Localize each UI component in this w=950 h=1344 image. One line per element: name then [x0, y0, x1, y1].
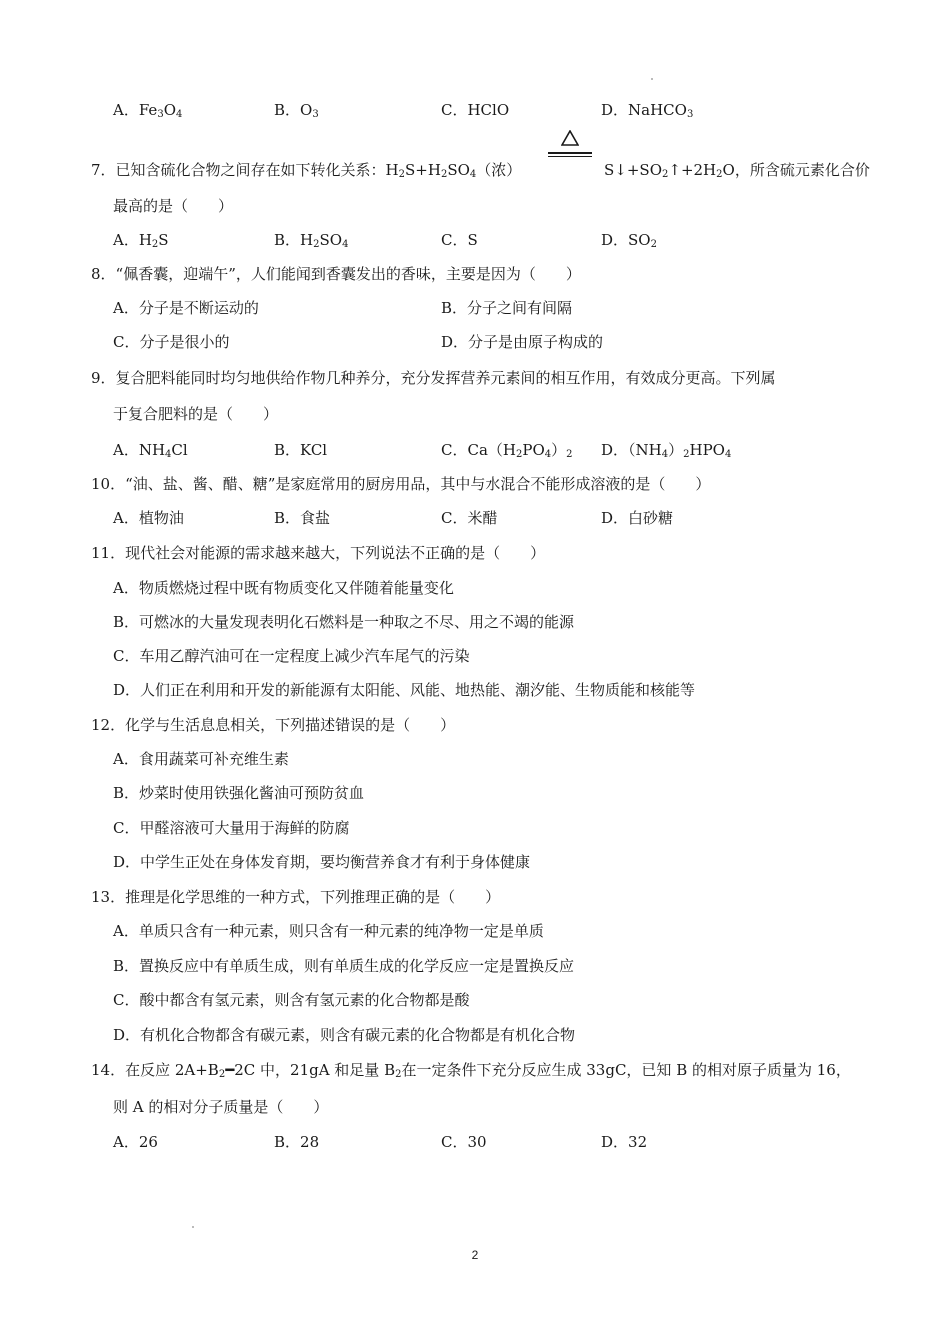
q11-option-d: D．人们正在利用和开发的新能源有太阳能、风能、地热能、潮汐能、生物质能和核能等: [113, 681, 696, 699]
q6-option-a: A．$Fe_3O_4$: [113, 101, 183, 120]
q11-option-c: C．车用乙醇汽油可在一定程度上减少汽车尾气的污染: [113, 647, 470, 665]
scan-dot: [651, 78, 653, 80]
q9-option-c: C．$Ca(H_2PO_4)_2$: [441, 441, 573, 460]
q8-option-a: A．分子是不断运动的: [113, 299, 259, 317]
q11-option-a: A．物质燃烧过程中既有物质变化又伴随着能量变化: [113, 579, 454, 597]
q12-option-c: C．甲醛溶液可大量用于海鲜的防腐: [113, 819, 350, 837]
q12-stem: 12．化学与生活息息相关，下列描述错误的是（ ）: [91, 716, 456, 734]
q13-option-b: B．置换反应中有单质生成，则有单质生成的化学反应一定是置换反应: [113, 957, 575, 975]
q8-option-c: C．分子是很小的: [113, 333, 230, 351]
q14-option-b: B．28: [274, 1133, 320, 1151]
q8-option-d: D．分子是由原子构成的: [441, 333, 604, 351]
q7-stem-left: 7．已知含硫化合物之间存在如下转化关系：$H_2S+H_2SO_4$（浓）: [91, 161, 522, 180]
reaction-condition-bar: [548, 152, 592, 154]
q7-option-c: C．S: [441, 231, 478, 249]
q11-stem: 11．现代社会对能源的需求越来越大，下列说法不正确的是（ ）: [91, 544, 546, 562]
q10-option-c: C．米醋: [441, 509, 498, 527]
q7-stem-line2: 最高的是（ ）: [113, 197, 234, 215]
q12-option-d: D．中学生正处在身体发育期，要均衡营养食才有利于身体健康: [113, 853, 531, 871]
q7-stem-right: $S↓+SO_2↑+2H_2O$，所含硫元素化合价: [604, 161, 870, 180]
q14-option-c: C．30: [441, 1133, 487, 1151]
q10-option-d: D．白砂糖: [601, 509, 674, 527]
q9-stem-line2: 于复合肥料的是（ ）: [113, 405, 279, 423]
q10-stem: 10．“油、盐、酱、醋、糖”是家庭常用的厨房用品，其中与水混合不能形成溶液的是（ ）: [91, 475, 711, 493]
q13-option-c: C．酸中都含有氢元素，则含有氢元素的化合物都是酸: [113, 991, 470, 1009]
q14-option-a: A．26: [113, 1133, 158, 1151]
q6-option-b: B．$O_3$: [274, 101, 319, 120]
q9-option-b: B．KCl: [274, 441, 328, 459]
q13-option-d: D．有机化合物都含有碳元素，则含有碳元素的化合物都是有机化合物: [113, 1026, 576, 1044]
q6-option-d: D．NaHCO$_3$: [601, 101, 694, 120]
q13-stem: 13．推理是化学思维的一种方式，下列推理正确的是（ ）: [91, 888, 501, 906]
q7-option-a: A．$H_2S$: [113, 231, 169, 250]
q9-option-a: A．$NH_4Cl$: [113, 441, 188, 460]
q6-option-c: C．HClO: [441, 101, 510, 119]
reaction-condition-bar: [548, 156, 592, 157]
q10-option-a: A．植物油: [113, 509, 184, 527]
q14-stem-line2: 则 A 的相对分子质量是（ ）: [113, 1098, 329, 1116]
q9-stem-line1: 9．复合肥料能同时均匀地供给作物几种养分，充分发挥营养元素间的相互作用，有效成分更高。下列属: [91, 369, 776, 387]
scan-dot: [192, 1226, 194, 1228]
q7-option-d: D．$SO_2$: [601, 231, 657, 250]
q13-option-a: A．单质只含有一种元素，则只含有一种元素的纯净物一定是单质: [113, 922, 544, 940]
q7-option-b: B．$H_2SO_4$: [274, 231, 349, 250]
q10-option-b: B．食盐: [274, 509, 331, 527]
q14-option-d: D．32: [601, 1133, 648, 1151]
q9-option-d: D．$(NH_4)_2HPO_4$: [601, 441, 732, 460]
q12-option-b: B．炒菜时使用铁强化酱油可预防贫血: [113, 784, 365, 802]
page-number: 2: [471, 1248, 479, 1262]
q11-option-b: B．可燃冰的大量发现表明化石燃料是一种取之不尽、用之不竭的能源: [113, 613, 575, 631]
heating-triangle-icon: [561, 130, 579, 146]
q14-stem-line1: 14．在反应 $2A+B_2━2C$ 中，21gA 和足量 $B_2$在一定条件下充分反应生成 33gC，已知 B 的相对原子质量为 16，: [91, 1061, 851, 1080]
q12-option-a: A．食用蔬菜可补充维生素: [113, 750, 289, 768]
q8-option-b: B．分子之间有间隔: [441, 299, 573, 317]
q8-stem: 8．“佩香囊，迎端午”，人们能闻到香囊发出的香味，主要是因为（ ）: [91, 265, 581, 283]
